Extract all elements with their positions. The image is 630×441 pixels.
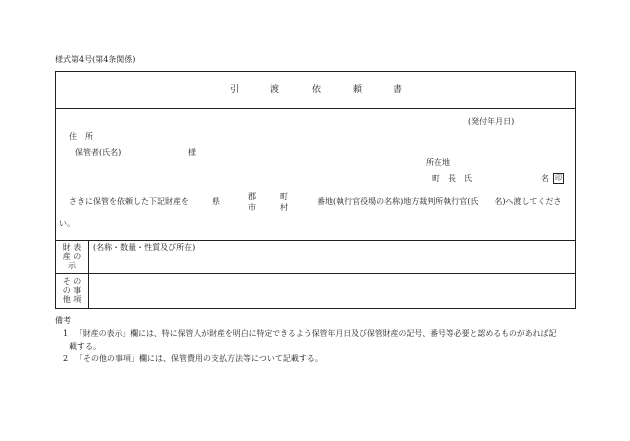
machi-label: 町 xyxy=(280,192,288,201)
name-label: 名 xyxy=(541,174,549,183)
mura-label: 村 xyxy=(280,203,288,212)
property-divider xyxy=(55,240,576,241)
other-label-line-2: の 事 xyxy=(62,286,82,295)
other-divider xyxy=(55,273,576,274)
remarks-heading: 備考 xyxy=(55,316,71,325)
title-char-4: 頼 xyxy=(353,85,363,95)
title-divider xyxy=(55,108,576,109)
shi-label: 市 xyxy=(248,203,256,212)
seal-icon: 印 xyxy=(555,174,562,182)
label-column-divider xyxy=(88,240,89,309)
mayor-name-label: 町 長 氏 xyxy=(432,174,472,183)
remark-2-text: 「その他の事項」欄には、保管費用の支払方法等について記載する。 xyxy=(75,354,323,363)
property-hint: (名称・数量・性質及び所在) xyxy=(93,243,196,252)
title-char-3: 依 xyxy=(312,85,322,95)
location-label: 所在地 xyxy=(426,158,450,167)
title-char-1: 引 xyxy=(230,85,240,95)
title-char-2: 渡 xyxy=(270,85,280,95)
remark-2-number: 2 xyxy=(63,354,69,363)
title-char-5: 書 xyxy=(393,85,403,95)
remark-1-number: 1 xyxy=(63,329,69,338)
remark-1-text: 「財産の表示」欄には、特に保管人が財産を明白に特定できるよう保管年月日及び保管財産の記号、番号等必要と認めるものがあれば記 xyxy=(75,329,557,338)
prefecture-label: 県 xyxy=(212,197,220,206)
other-label xyxy=(58,277,86,304)
remark-1-wrap: 載する。 xyxy=(69,342,101,351)
body-wrap: い。 xyxy=(59,219,75,228)
body-prefix: さきに保管を依頼した下記財産を xyxy=(69,197,189,206)
address-label: 住 所 xyxy=(69,132,93,141)
custodian-name-label: 保管者(氏名) xyxy=(75,148,122,157)
property-label-line-2: 産 の 示 xyxy=(62,252,82,270)
issue-date-label: (発付年月日) xyxy=(468,117,515,126)
form-number: 様式第4号(第4条関係) xyxy=(55,55,136,64)
gun-label: 郡 xyxy=(248,192,256,201)
honorific-sama: 様 xyxy=(188,148,196,157)
body-suffix: 番地(執行官役場の名称)地方裁判所執行官(氏 名)へ渡してくださ xyxy=(317,197,562,206)
other-label-line-3: 他 項 xyxy=(62,295,82,304)
property-label-line-1: 財 表 xyxy=(62,243,82,252)
other-label-line-1: そ の xyxy=(62,277,82,286)
document-title xyxy=(220,86,420,98)
property-label xyxy=(58,243,86,270)
